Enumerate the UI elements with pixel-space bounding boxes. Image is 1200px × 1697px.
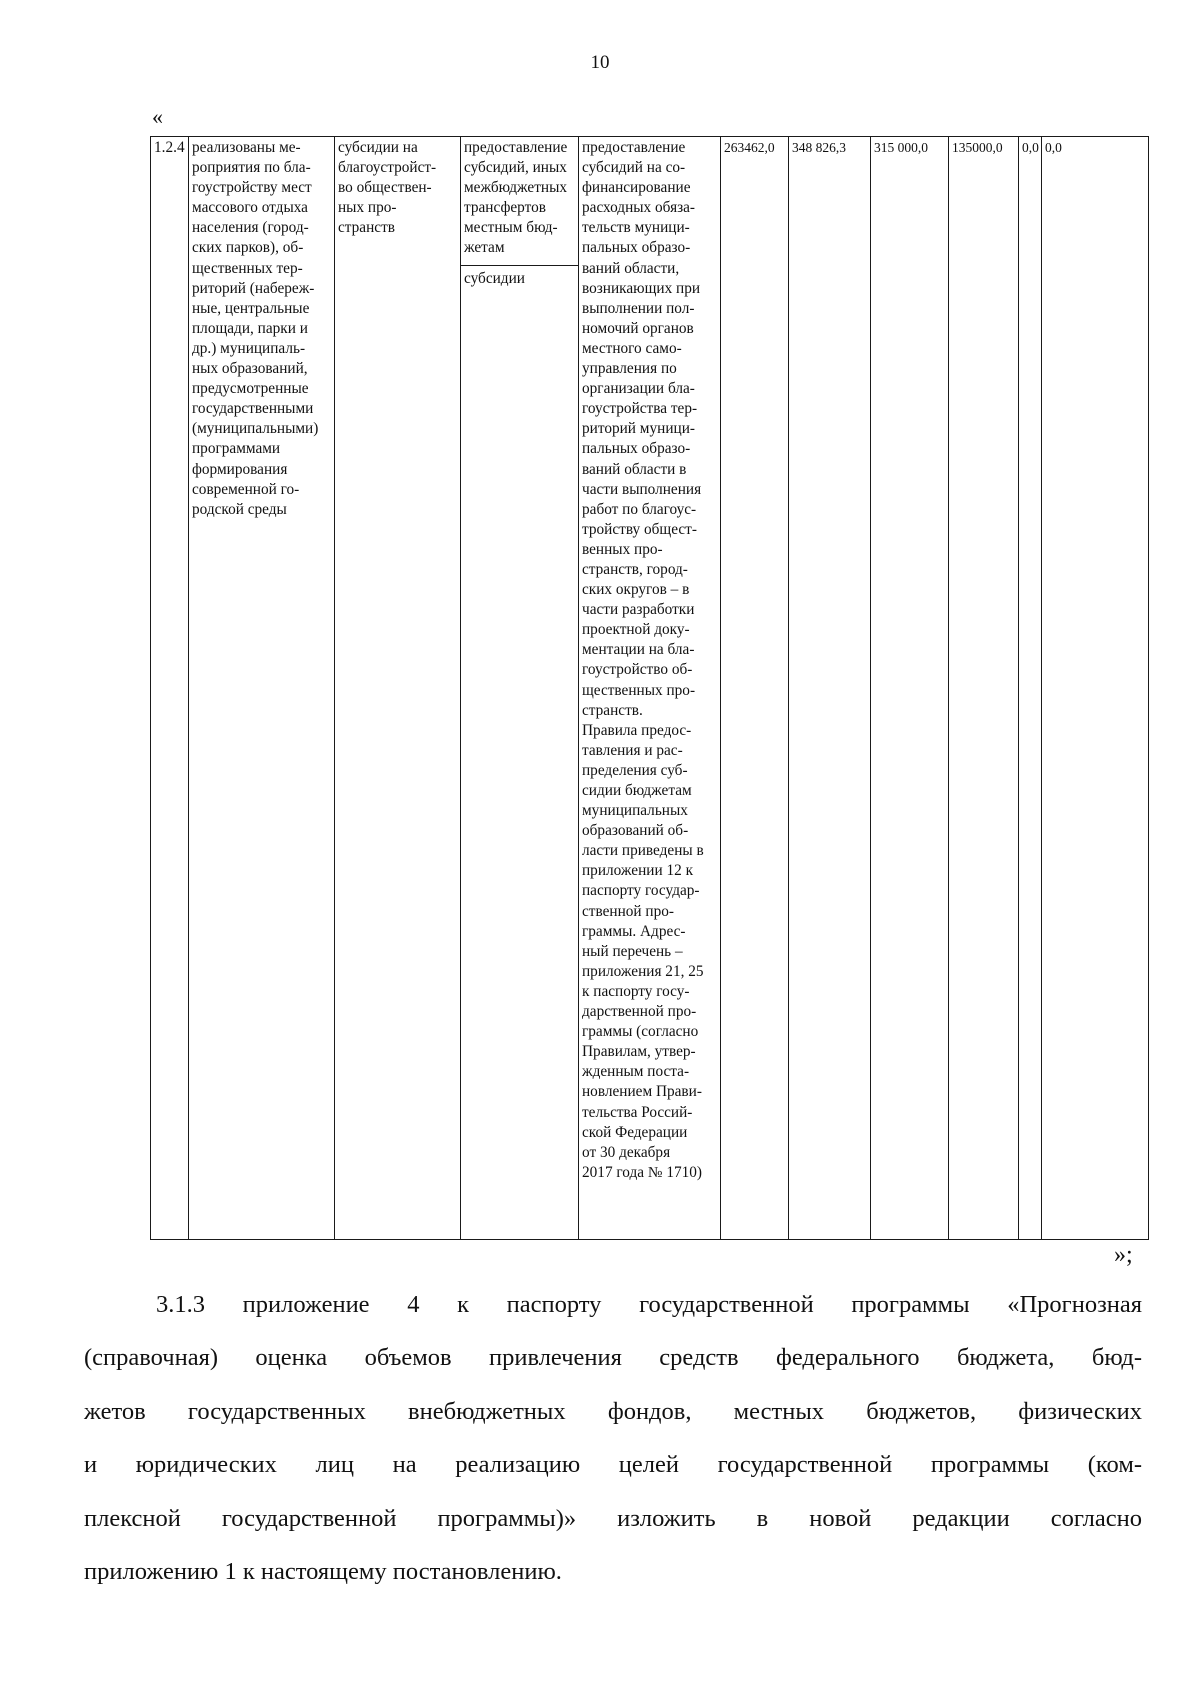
value-cell-1 xyxy=(721,137,789,1240)
paragraph-line: и юридических лиц на реализацию целей государственной программы (ком- xyxy=(84,1451,1142,1479)
value-4: 135000,0 xyxy=(952,140,1003,155)
paragraph-line: (справочная) оценка объемов привлечения средств федерального бюджета, бюд- xyxy=(84,1344,1142,1372)
paragraph-line: 3.1.3 приложение 4 к паспорту государственной программы «Прогнозная xyxy=(156,1291,1142,1318)
opening-quote: « xyxy=(152,104,163,129)
value-2: 348 826,3 xyxy=(792,140,846,155)
table-row xyxy=(151,137,1149,1240)
form-cell xyxy=(461,137,579,1240)
value-cell-2 xyxy=(789,137,871,1240)
support-conditions: предоставление субсидий на со- финансирование расходных обяза- тельств муници- пальных образо- ваний области, возникающих при выполнении пол- номочий органов местного само- управления по организации бла- гоустройства тер- риторий муници- пальных образо- ваний области в части выполнения работ по благоус- тройству общест- венных про- странств, город- ских округов – в части разработки проектной доку- ментации на бла- гоустройство об- щественных про- странств. Правила предос- тавления и рас- пределения суб- сидии бюджетам муниципальных образований об- ласти приведены в приложении 12 к паспорту государ- ственной про- граммы. Адрес- ный перечень – приложения 21, 25 к паспорту госу- дарственной про- граммы (согласно Правилам, утвер- жденным поста- новлением Прави- тельства Россий- ской Федерации от 30 декабря 2017 года № 1710) xyxy=(582,139,704,1181)
conditions-cell xyxy=(579,137,721,1240)
paragraph-line: приложению 1 к настоящему постановлению. xyxy=(84,1558,562,1586)
closing-quote: »; xyxy=(1114,1242,1133,1268)
value-cell-5 xyxy=(1019,137,1042,1240)
value-cell-6 xyxy=(1042,137,1149,1240)
value-6: 0,0 xyxy=(1045,140,1062,155)
program-table xyxy=(150,136,1148,1240)
row-number: 1.2.4 xyxy=(154,139,185,156)
value-cell-4 xyxy=(949,137,1019,1240)
paragraph-line: жетов государственных внебюджетных фондов, местных бюджетов, физических xyxy=(84,1397,1142,1425)
measure-description: реализованы ме- роприятия по бла- гоустройству мест массового отдыха населения (город- ских парков), об- щественных тер- риторий (набереж- ные, центральные площади, парки и др.) муниципаль- ных образований, предусмотренные государственными (муниципальными) программами формирования современной го- родской среды xyxy=(192,139,319,518)
paragraph-line: плексной государственной программы)» изложить в новой редакции согласно xyxy=(84,1504,1142,1532)
value-cell-3 xyxy=(871,137,949,1240)
support-subform: субсидии xyxy=(461,265,578,289)
page-number: 10 xyxy=(590,52,610,73)
value-3: 315 000,0 xyxy=(874,140,928,155)
value-5: 0,0 xyxy=(1022,140,1039,155)
resolution-paragraph xyxy=(84,1278,1142,1598)
type-cell xyxy=(335,137,461,1240)
measure-type: субсидии на благоустройст- во обществен- ных про- странств xyxy=(338,139,437,237)
value-1: 263462,0 xyxy=(724,140,775,155)
description-cell xyxy=(189,137,335,1240)
row-number-cell xyxy=(151,137,189,1240)
support-form: предоставление субсидий, иных межбюджетных трансфертов местным бюд- жетам xyxy=(464,139,568,257)
